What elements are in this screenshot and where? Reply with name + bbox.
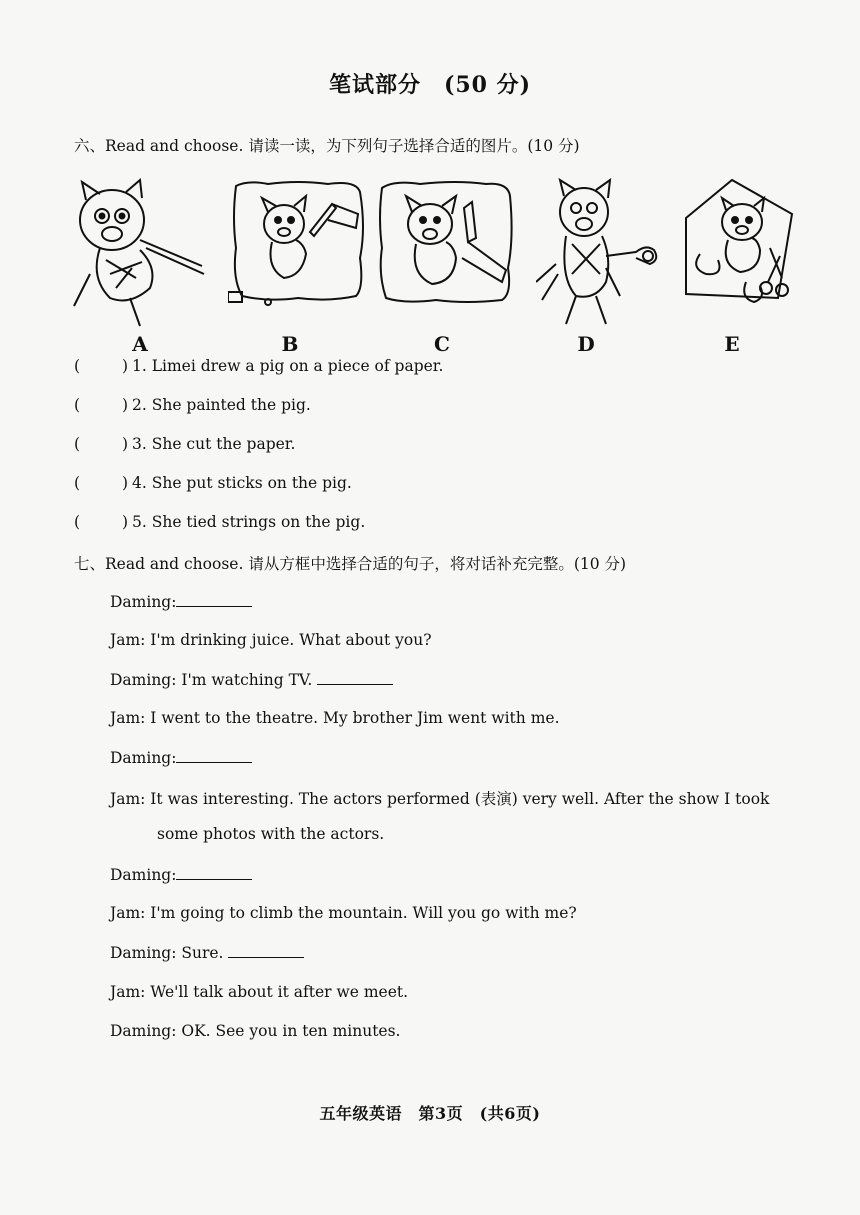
picture-b xyxy=(228,178,368,328)
dialogue-line: Jam: It was interesting. The actors performed (表演) very well. After the show I took xyxy=(110,790,770,808)
pig-with-strings-drawing xyxy=(536,178,676,328)
answer-blank[interactable] xyxy=(176,592,252,607)
section-6-heading: 六、Read and choose. 请读一读，为下列句子选择合适的图片。(10 分) xyxy=(74,137,580,155)
dialogue-line: Jam: I'm going to climb the mountain. Will you go with me? xyxy=(110,904,577,922)
dialogue-line: Jam: We'll talk about it after we meet. xyxy=(110,983,409,1001)
picture-e xyxy=(670,178,800,328)
picture-a xyxy=(70,178,210,328)
dialogue-text: Daming: I'm watching TV. xyxy=(110,671,313,689)
page-title: 笔试部分 (50 分) xyxy=(328,72,532,98)
answer-paren-close: ) xyxy=(122,513,129,531)
question-text: 5. She tied strings on the pig. xyxy=(132,513,366,531)
question-row xyxy=(74,474,352,492)
picture-row xyxy=(70,178,800,358)
dialogue-line xyxy=(110,592,252,611)
answer-paren-open[interactable]: ( xyxy=(74,513,81,531)
question-row xyxy=(74,513,365,531)
dialogue-line xyxy=(110,865,252,884)
dialogue-line: Jam: I went to the theatre. My brother Jim went with me. xyxy=(110,709,560,727)
pig-stick-puppet-drawing xyxy=(70,178,210,328)
speaker-label: Daming: xyxy=(110,866,177,884)
answer-blank[interactable] xyxy=(176,865,252,880)
picture-label-d: D xyxy=(577,332,595,356)
answer-paren-close: ) xyxy=(122,357,129,375)
picture-label-e: E xyxy=(724,332,740,356)
answer-blank[interactable] xyxy=(317,670,393,685)
speaker-label: Daming: xyxy=(110,593,177,611)
dialogue-line xyxy=(110,748,252,767)
picture-label-b: B xyxy=(281,332,299,356)
dialogue-text: Daming: Sure. xyxy=(110,944,224,962)
framed-pig-drawing xyxy=(376,178,516,328)
answer-blank[interactable] xyxy=(176,748,252,763)
question-text: 2. She painted the pig. xyxy=(132,396,311,414)
answer-paren-open[interactable]: ( xyxy=(74,474,81,492)
answer-paren-close: ) xyxy=(122,435,129,453)
dialogue-line xyxy=(110,943,304,962)
question-row xyxy=(74,396,311,414)
answer-paren-open[interactable]: ( xyxy=(74,396,81,414)
answer-paren-close: ) xyxy=(122,474,129,492)
answer-paren-open[interactable]: ( xyxy=(74,435,81,453)
picture-c xyxy=(376,178,516,328)
dialogue-line: Jam: I'm drinking juice. What about you? xyxy=(110,631,432,649)
page-footer: 五年级英语 第3页 (共6页) xyxy=(319,1104,541,1123)
question-row xyxy=(74,357,443,375)
pig-cutout-scissors-drawing xyxy=(670,178,800,328)
question-text: 1. Limei drew a pig on a piece of paper. xyxy=(132,357,444,375)
section-7-heading: 七、Read and choose. 请从方框中选择合适的句子，将对话补充完整。(10 分) xyxy=(74,555,627,573)
dialogue-line: Daming: OK. See you in ten minutes. xyxy=(110,1022,401,1040)
picture-d xyxy=(536,178,676,328)
dialogue-line-continuation: some photos with the actors. xyxy=(157,825,385,843)
framed-pig-painting xyxy=(228,178,368,328)
answer-paren-open[interactable]: ( xyxy=(74,357,81,375)
question-text: 4. She put sticks on the pig. xyxy=(132,474,352,492)
dialogue-line xyxy=(110,670,393,689)
speaker-label: Daming: xyxy=(110,749,177,767)
picture-label-c: C xyxy=(434,332,450,356)
question-text: 3. She cut the paper. xyxy=(132,435,296,453)
picture-label-a: A xyxy=(132,332,148,356)
answer-paren-close: ) xyxy=(122,396,129,414)
answer-blank[interactable] xyxy=(228,943,304,958)
question-row xyxy=(74,435,295,453)
